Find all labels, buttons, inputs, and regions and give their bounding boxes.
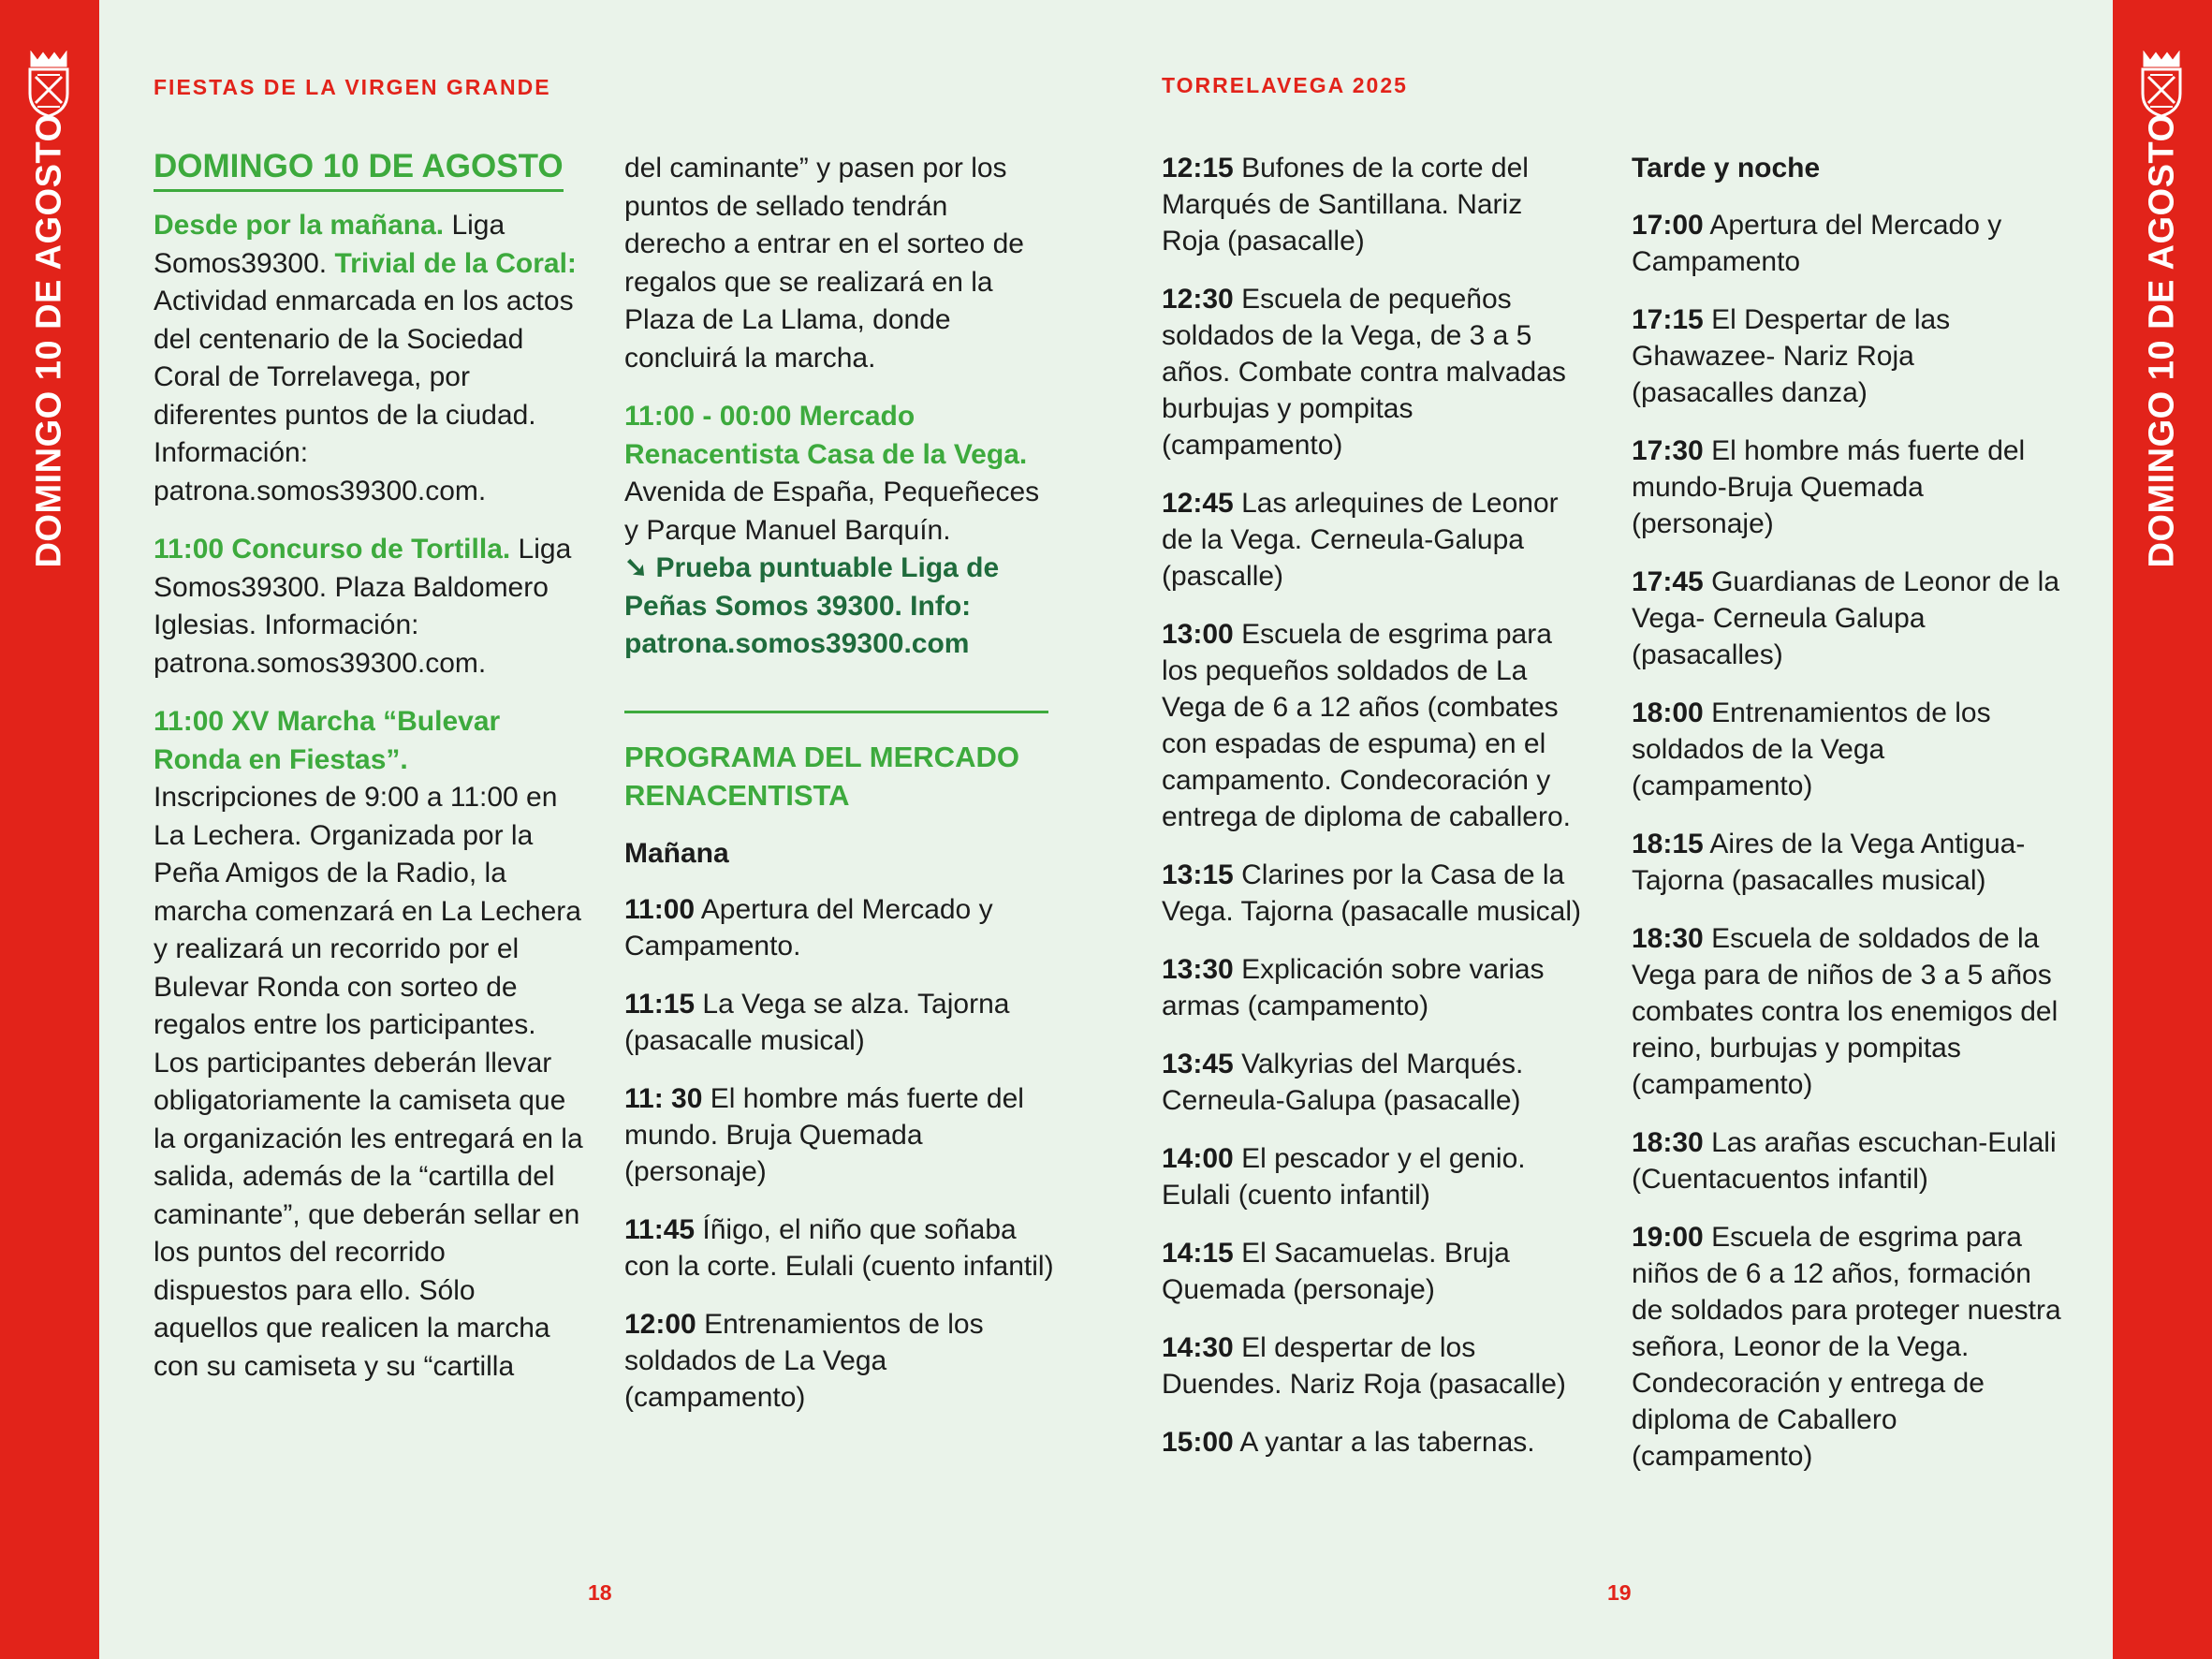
schedule-item: 14:00 El pescador y el genio. Eulali (cuento infantil) (1162, 1143, 1526, 1211)
column-2 (624, 150, 1055, 1437)
schedule-item: 13:45 Valkyrias del Marqués. Cerneula-Galupa (pasacalle) (1162, 1049, 1524, 1116)
schedule-item: 12:00 Entrenamientos de los soldados de La Vega (campamento) (624, 1309, 984, 1413)
page-number-right: 19 (1607, 1580, 1632, 1605)
column-1 (154, 148, 586, 1406)
event-marcha-text: Inscripciones de 9:00 a 11:00 en La Lechera. Organizada por la Peña Amigos de la Radio, la marcha comenzará en La Lechera y realizará un recorrido por el Bulevar Ronda con sorteo de regalos entre los participantes. Los participantes deberán llevar obligatoriamente la camiseta que la organización les entregará en la salida, además de la “cartilla del caminante”, que deberán sellar en los puntos del recorrido dispuestos para ello. Sólo aquellos que realicen la marcha con su camiseta y su “cartilla (154, 782, 583, 1382)
schedule-item: 17:00 Apertura del Mercado y Campamento (1632, 209, 2002, 277)
section-divider (624, 711, 1048, 713)
subhead-manana: Mañana (624, 837, 729, 869)
vertical-day-title: DOMINGO 10 DE AGOSTO (29, 113, 69, 568)
header-left: FIESTAS DE LA VIRGEN GRANDE (154, 75, 551, 99)
schedule-item: 13:15 Clarines por la Casa de la Vega. Tajorna (pasacalle musical) (1162, 859, 1582, 927)
schedule-item: 11:45 Íñigo, el niño que soñaba con la corte. Eulali (cuento infantil) (624, 1214, 1054, 1282)
left-side-band (0, 0, 99, 1659)
town-crest-icon (24, 51, 73, 118)
event-tortilla: 11:00 Concurso de Tortilla. Liga Somos39300. Plaza Baldomero Iglesias. Información: patrona.somos39300.com. (154, 534, 572, 679)
event-mercado: 11:00 - 00:00 Mercado Renacentista Casa de la Vega. Avenida de España, Pequeñeces y Parque Manuel Barquín. (624, 401, 1040, 546)
header-right: TORRELAVEGA 2025 (1162, 73, 1408, 97)
day-heading: DOMINGO 10 DE AGOSTO (154, 148, 564, 192)
schedule-item: 13:00 Escuela de esgrima para los pequeños soldados de La Vega de 6 a 12 años (combates con espadas de espuma) en el campamento. Condecoración y entrega de diploma de caballero. (1162, 619, 1571, 832)
schedule-item: 14:30 El despertar de los Duendes. Nariz Roja (pasacalle) (1162, 1332, 1566, 1400)
schedule-item: 19:00 Escuela de esgrima para niños de 6 a 12 años, formación de soldados para proteger nuestra señora, Leonor de la Vega. Condecoración y entrega de diploma de Caballero (campamento) (1632, 1221, 2061, 1472)
schedule-item: 12:30 Escuela de pequeños soldados de la Vega, de 3 a 5 años. Combate contra malvadas burbujas y pompitas (campamento) (1162, 284, 1566, 461)
liga-note: ➘ Prueba puntuable Liga de Peñas Somos 39300. Info: patrona.somos39300.com (624, 552, 1000, 659)
schedule-item: 17:45 Guardianas de Leonor de la Vega- Cerneula Galupa (pasacalles) (1632, 565, 2060, 670)
section-title: PROGRAMA DEL MERCADO RENACENTISTA (624, 740, 1019, 812)
schedule-item: 11:15 La Vega se alza. Tajorna (pasacalle musical) (624, 989, 1010, 1056)
schedule-item: 11: 30 El hombre más fuerte del mundo. Bruja Quemada (personaje) (624, 1083, 1024, 1187)
schedule-item: 18:15 Aires de la Vega Antigua-Tajorna (pasacalles musical) (1632, 828, 2026, 896)
subhead-tarde-noche: Tarde y noche (1632, 153, 1821, 184)
town-crest-icon (2137, 51, 2186, 118)
schedule-item: 17:15 El Despertar de las Ghawazee- Nariz Roja (pasacalles danza) (1632, 303, 1951, 408)
page-number-left: 18 (588, 1580, 612, 1605)
column-3 (1162, 150, 1583, 1482)
right-side-band (2113, 0, 2212, 1659)
schedule-item: 18:00 Entrenamientos de los soldados de la Vega (campamento) (1632, 697, 1991, 801)
marcha-continuation: del caminante” y pasen por los puntos de sellado tendrán derecho a entrar en el sorteo de regalos que se realizará en la Plaza de La Llama, donde concluirá la marcha. (624, 153, 1024, 374)
schedule-item: 13:30 Explicación sobre varias armas (campamento) (1162, 954, 1545, 1021)
schedule-item: 17:30 El hombre más fuerte del mundo-Bruja Quemada (personaje) (1632, 434, 2026, 539)
schedule-item: 12:45 Las arlequines de Leonor de la Vega. Cerneula-Galupa (pascalle) (1162, 488, 1559, 592)
vertical-day-title: DOMINGO 10 DE AGOSTO (2142, 113, 2182, 568)
schedule-item: 18:30 Escuela de soldados de la Vega para de niños de 3 a 5 años combates contra los enemigos del reino, burbujas y pompitas (campamento) (1632, 922, 2058, 1100)
event-trivial: Desde por la mañana. Liga Somos39300. Trivial de la Coral: Actividad enmarcada en los actos del centenario de la Sociedad Coral de Torrelavega, por diferentes puntos de la ciudad. Información: patrona.somos39300.com. (154, 210, 577, 507)
column-4 (1632, 150, 2062, 1496)
schedule-item: 11:00 Apertura del Mercado y Campamento. (624, 894, 993, 962)
event-marcha-title: 11:00 XV Marcha “Bulevar Ronda en Fiestas”. (154, 706, 501, 775)
schedule-item: 15:00 A yantar a las tabernas. (1162, 1427, 1535, 1458)
schedule-item: 14:15 El Sacamuelas. Bruja Quemada (personaje) (1162, 1238, 1510, 1305)
schedule-item: 12:15 Bufones de la corte del Marqués de Santillana. Nariz Roja (pasacalle) (1162, 153, 1529, 257)
schedule-item: 18:30 Las arañas escuchan-Eulali (Cuentacuentos infantil) (1632, 1126, 2057, 1195)
